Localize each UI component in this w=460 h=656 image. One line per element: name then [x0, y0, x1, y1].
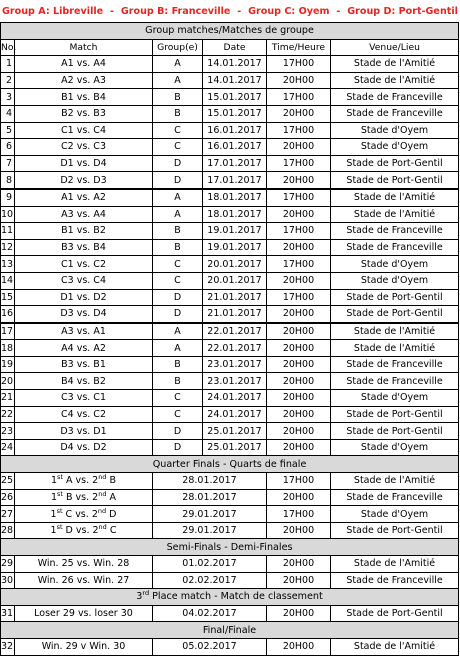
match-date: 23.01.2017	[203, 356, 267, 373]
match-time: 20H00	[267, 206, 331, 223]
match-venue: Stade de Port-Gentil	[331, 289, 459, 306]
team2-rank: 2	[92, 525, 99, 537]
match-pairing: D3 vs. D1	[15, 423, 153, 440]
match-date: 28.01.2017	[153, 473, 267, 490]
table-row	[1, 256, 459, 273]
match-venue: Stade de Franceville	[331, 373, 459, 390]
header-separator: -	[110, 5, 115, 17]
match-date: 21.01.2017	[203, 306, 267, 323]
match-venue: Stade de Port-Gentil	[331, 406, 459, 423]
match-date: 20.01.2017	[203, 272, 267, 289]
match-time: 20H00	[267, 239, 331, 256]
table-row	[1, 272, 459, 289]
match-pairing: C2 vs. C3	[15, 139, 153, 156]
match-number: 16	[1, 306, 15, 323]
match-group: A	[153, 206, 203, 223]
match-pairing: D1 vs. D4	[15, 155, 153, 172]
team1-group: A vs.	[62, 475, 93, 487]
group-c-label: Group C: Oyem	[248, 5, 330, 17]
match-venue: Stade de Franceville	[331, 223, 459, 240]
table-row	[1, 473, 459, 490]
table-row	[1, 423, 459, 440]
match-number: 12	[1, 239, 15, 256]
match-number: 14	[1, 272, 15, 289]
match-pairing: C4 vs. C2	[15, 406, 153, 423]
match-venue: Stade d'Oyem	[331, 439, 459, 456]
match-date: 05.02.2017	[153, 638, 267, 655]
match-time: 20H00	[267, 489, 331, 506]
team2-rank: 2	[91, 508, 98, 520]
section-third-place	[1, 589, 459, 606]
team2-group: C	[106, 525, 117, 537]
match-date: 01.02.2017	[153, 556, 267, 573]
team2-rank: 2	[92, 491, 99, 503]
match-time: 20H00	[267, 556, 331, 573]
match-group: C	[153, 139, 203, 156]
match-group: D	[153, 423, 203, 440]
match-number: 1	[1, 56, 15, 73]
match-group: A	[153, 56, 203, 73]
col-header-venue: Venue/Lieu	[331, 39, 459, 56]
table-row	[1, 356, 459, 373]
match-venue: Stade d'Oyem	[331, 272, 459, 289]
match-time: 17H00	[267, 473, 331, 490]
match-venue: Stade de Port-Gentil	[331, 172, 459, 189]
col-header-time: Time/Heure	[267, 39, 331, 56]
match-group: D	[153, 306, 203, 323]
match-date: 14.01.2017	[203, 72, 267, 89]
team1-rank-suffix: st	[57, 473, 63, 482]
match-number: 20	[1, 373, 15, 390]
match-number: 29	[1, 556, 15, 573]
match-time: 17H00	[267, 89, 331, 106]
table-row	[1, 56, 459, 73]
group-a-label: Group A: Libreville	[2, 5, 104, 17]
match-group: C	[153, 256, 203, 273]
match-group: B	[153, 105, 203, 122]
match-venue: Stade de l'Amitié	[331, 556, 459, 573]
match-group: D	[153, 172, 203, 189]
table-row	[1, 638, 459, 655]
match-date: 23.01.2017	[203, 373, 267, 390]
match-number: 10	[1, 206, 15, 223]
match-number: 17	[1, 323, 15, 340]
match-venue: Stade d'Oyem	[331, 122, 459, 139]
match-group: C	[153, 122, 203, 139]
match-pairing: Win. 26 vs. Win. 27	[15, 572, 153, 589]
table-row	[1, 206, 459, 223]
match-date: 15.01.2017	[203, 105, 267, 122]
team2-rank-suffix: nd	[98, 473, 107, 482]
match-group: B	[153, 223, 203, 240]
match-time: 17H00	[267, 155, 331, 172]
match-venue: Stade d'Oyem	[331, 139, 459, 156]
section-title: Semi-Finals - Demi-Finales	[1, 539, 459, 556]
match-group: D	[153, 155, 203, 172]
col-header-group: Group(e)	[153, 39, 203, 56]
match-number: 9	[1, 189, 15, 206]
match-date: 18.01.2017	[203, 189, 267, 206]
team1-rank: 1	[50, 508, 57, 520]
section-title: Group matches/Matches de groupe	[1, 23, 459, 40]
match-date: 19.01.2017	[203, 223, 267, 240]
match-pairing: A4 vs. A2	[15, 340, 153, 357]
match-number: 3	[1, 89, 15, 106]
match-date: 15.01.2017	[203, 89, 267, 106]
match-venue: Stade de l'Amitié	[331, 189, 459, 206]
match-pairing	[15, 522, 153, 539]
section-semi-finals	[1, 539, 459, 556]
team1-group: D vs.	[62, 525, 93, 537]
section-title: Final/Finale	[1, 622, 459, 639]
col-header-no: No.	[1, 39, 15, 56]
match-number: 13	[1, 256, 15, 273]
match-number: 28	[1, 522, 15, 539]
match-pairing: B1 vs. B2	[15, 223, 153, 240]
section-final	[1, 622, 459, 639]
match-time: 17H00	[267, 506, 331, 523]
match-time: 17H00	[267, 122, 331, 139]
col-header-match: Match	[15, 39, 153, 56]
match-number: 32	[1, 638, 15, 655]
match-pairing: A3 vs. A4	[15, 206, 153, 223]
match-time: 20H00	[267, 439, 331, 456]
match-group: C	[153, 390, 203, 407]
match-number: 7	[1, 155, 15, 172]
match-pairing: D2 vs. D3	[15, 172, 153, 189]
header-separator: -	[237, 5, 242, 17]
section-title	[1, 589, 459, 606]
match-pairing: D1 vs. D2	[15, 289, 153, 306]
team1-rank: 1	[51, 475, 58, 487]
match-group: A	[153, 340, 203, 357]
table-row	[1, 323, 459, 340]
table-row	[1, 605, 459, 622]
match-pairing: A1 vs. A4	[15, 56, 153, 73]
match-time: 20H00	[267, 390, 331, 407]
match-pairing: B4 vs. B2	[15, 373, 153, 390]
col-header-date: Date	[203, 39, 267, 56]
match-venue: Stade de Franceville	[331, 89, 459, 106]
match-number: 23	[1, 423, 15, 440]
third-suffix: rd	[142, 589, 150, 598]
match-group: C	[153, 406, 203, 423]
match-number: 5	[1, 122, 15, 139]
match-venue: Stade de Port-Gentil	[331, 155, 459, 172]
match-group: B	[153, 373, 203, 390]
team2-group: D	[106, 508, 117, 520]
match-time: 20H00	[267, 139, 331, 156]
match-date: 24.01.2017	[203, 390, 267, 407]
match-date: 24.01.2017	[203, 406, 267, 423]
match-pairing: C1 vs. C2	[15, 256, 153, 273]
match-time: 20H00	[267, 423, 331, 440]
match-date: 25.01.2017	[203, 439, 267, 456]
match-number: 4	[1, 105, 15, 122]
match-number: 19	[1, 356, 15, 373]
match-venue: Stade de l'Amitié	[331, 323, 459, 340]
match-number: 18	[1, 340, 15, 357]
team1-group: C vs.	[62, 508, 92, 520]
table-row	[1, 306, 459, 323]
match-venue: Stade de l'Amitié	[331, 473, 459, 490]
match-date: 22.01.2017	[203, 323, 267, 340]
match-pairing: C1 vs. C4	[15, 122, 153, 139]
match-venue: Stade de Port-Gentil	[331, 306, 459, 323]
match-time: 17H00	[267, 289, 331, 306]
match-pairing: B3 vs. B4	[15, 239, 153, 256]
table-row	[1, 122, 459, 139]
match-number: 6	[1, 139, 15, 156]
table-row	[1, 572, 459, 589]
table-row	[1, 105, 459, 122]
match-venue: Stade de l'Amitié	[331, 340, 459, 357]
match-time: 17H00	[267, 223, 331, 240]
team2-rank-suffix: nd	[97, 506, 107, 515]
team2-rank: 2	[92, 475, 99, 487]
match-venue: Stade de Port-Gentil	[331, 605, 459, 622]
team2-group: A	[106, 491, 116, 503]
table-row	[1, 239, 459, 256]
match-time: 20H00	[267, 340, 331, 357]
match-group: A	[153, 323, 203, 340]
match-pairing: Loser 29 vs. loser 30	[15, 605, 153, 622]
team2-group: B	[106, 475, 116, 487]
match-date: 16.01.2017	[203, 122, 267, 139]
match-time: 17H00	[267, 56, 331, 73]
match-number: 21	[1, 390, 15, 407]
match-time: 20H00	[267, 72, 331, 89]
match-venue: Stade de Franceville	[331, 489, 459, 506]
match-pairing: D3 vs. D4	[15, 306, 153, 323]
match-date: 29.01.2017	[153, 506, 267, 523]
match-group: C	[153, 272, 203, 289]
team1-rank: 1	[51, 491, 58, 503]
table-row	[1, 223, 459, 240]
match-venue: Stade de Franceville	[331, 356, 459, 373]
match-date: 17.01.2017	[203, 155, 267, 172]
match-time: 20H00	[267, 638, 331, 655]
match-date: 19.01.2017	[203, 239, 267, 256]
match-number: 27	[1, 506, 15, 523]
match-time: 20H00	[267, 272, 331, 289]
table-row	[1, 390, 459, 407]
match-number: 15	[1, 289, 15, 306]
group-d-label: Group D: Port-Gentil	[347, 5, 458, 17]
match-number: 22	[1, 406, 15, 423]
match-pairing: Win. 25 vs. Win. 28	[15, 556, 153, 573]
match-venue: Stade de l'Amitié	[331, 638, 459, 655]
match-date: 28.01.2017	[153, 489, 267, 506]
match-date: 04.02.2017	[153, 605, 267, 622]
match-number: 26	[1, 489, 15, 506]
match-time: 20H00	[267, 406, 331, 423]
match-pairing: B3 vs. B1	[15, 356, 153, 373]
table-row	[1, 489, 459, 506]
match-pairing: Win. 29 v Win. 30	[15, 638, 153, 655]
match-time: 20H00	[267, 105, 331, 122]
header-separator: -	[336, 5, 341, 17]
match-pairing: A1 vs. A2	[15, 189, 153, 206]
match-pairing: C3 vs. C1	[15, 390, 153, 407]
match-date: 14.01.2017	[203, 56, 267, 73]
match-group: B	[153, 356, 203, 373]
table-row	[1, 439, 459, 456]
match-pairing: A3 vs. A1	[15, 323, 153, 340]
match-group: B	[153, 239, 203, 256]
schedule-table	[0, 22, 459, 656]
match-pairing: A2 vs. A3	[15, 72, 153, 89]
team1-rank-suffix: st	[56, 506, 63, 515]
column-header-row	[1, 39, 459, 56]
team1-rank: 1	[50, 525, 57, 537]
match-date: 16.01.2017	[203, 139, 267, 156]
match-venue: Stade de Port-Gentil	[331, 423, 459, 440]
match-venue: Stade de Franceville	[331, 105, 459, 122]
team1-rank-suffix: st	[57, 489, 63, 498]
table-row	[1, 155, 459, 172]
table-row	[1, 139, 459, 156]
match-date: 29.01.2017	[153, 522, 267, 539]
match-pairing	[15, 473, 153, 490]
team1-rank-suffix: st	[56, 523, 63, 532]
match-pairing: B2 vs. B3	[15, 105, 153, 122]
section-group-matches	[1, 23, 459, 40]
team2-rank-suffix: nd	[98, 489, 107, 498]
match-time: 20H00	[267, 172, 331, 189]
match-pairing: B1 vs. B4	[15, 89, 153, 106]
match-group: D	[153, 289, 203, 306]
match-time: 20H00	[267, 572, 331, 589]
match-time: 20H00	[267, 373, 331, 390]
section-quarter-finals	[1, 456, 459, 473]
match-group: A	[153, 189, 203, 206]
table-row	[1, 340, 459, 357]
match-venue: Stade d'Oyem	[331, 390, 459, 407]
match-venue: Stade de l'Amitié	[331, 206, 459, 223]
table-row	[1, 289, 459, 306]
match-date: 21.01.2017	[203, 289, 267, 306]
match-venue: Stade d'Oyem	[331, 506, 459, 523]
section-title: Quarter Finals - Quarts de finale	[1, 456, 459, 473]
match-date: 22.01.2017	[203, 340, 267, 357]
match-venue: Stade de Franceville	[331, 572, 459, 589]
table-row	[1, 373, 459, 390]
match-time: 17H00	[267, 189, 331, 206]
match-time: 20H00	[267, 356, 331, 373]
match-time: 20H00	[267, 522, 331, 539]
table-row	[1, 556, 459, 573]
group-b-label: Group B: Franceville	[120, 5, 231, 17]
table-row	[1, 72, 459, 89]
table-row	[1, 506, 459, 523]
match-venue: Stade d'Oyem	[331, 256, 459, 273]
match-venue: Stade de l'Amitié	[331, 72, 459, 89]
table-row	[1, 522, 459, 539]
table-row	[1, 189, 459, 206]
match-venue: Stade de l'Amitié	[331, 56, 459, 73]
match-date: 25.01.2017	[203, 423, 267, 440]
table-row	[1, 89, 459, 106]
match-number: 2	[1, 72, 15, 89]
match-number: 11	[1, 223, 15, 240]
match-number: 25	[1, 473, 15, 490]
match-number: 24	[1, 439, 15, 456]
match-date: 17.01.2017	[203, 172, 267, 189]
match-date: 02.02.2017	[153, 572, 267, 589]
match-time: 17H00	[267, 256, 331, 273]
match-pairing	[15, 506, 153, 523]
match-time: 20H00	[267, 306, 331, 323]
match-date: 20.01.2017	[203, 256, 267, 273]
match-time: 20H00	[267, 323, 331, 340]
match-date: 18.01.2017	[203, 206, 267, 223]
team1-group: B vs.	[62, 491, 93, 503]
match-number: 8	[1, 172, 15, 189]
team2-rank-suffix: nd	[98, 523, 107, 532]
match-group: A	[153, 72, 203, 89]
third-title: Place match - Match de classement	[149, 591, 323, 603]
match-group: D	[153, 439, 203, 456]
schedule-body	[1, 23, 459, 656]
match-venue: Stade de Franceville	[331, 239, 459, 256]
table-row	[1, 172, 459, 189]
match-pairing	[15, 489, 153, 506]
match-group: B	[153, 89, 203, 106]
third-number: 3	[136, 591, 143, 603]
groups-header	[0, 0, 460, 22]
match-number: 31	[1, 605, 15, 622]
match-number: 30	[1, 572, 15, 589]
match-pairing: C3 vs. C4	[15, 272, 153, 289]
match-venue: Stade de Port-Gentil	[331, 522, 459, 539]
table-row	[1, 406, 459, 423]
match-time: 20H00	[267, 605, 331, 622]
match-pairing: D4 vs. D2	[15, 439, 153, 456]
